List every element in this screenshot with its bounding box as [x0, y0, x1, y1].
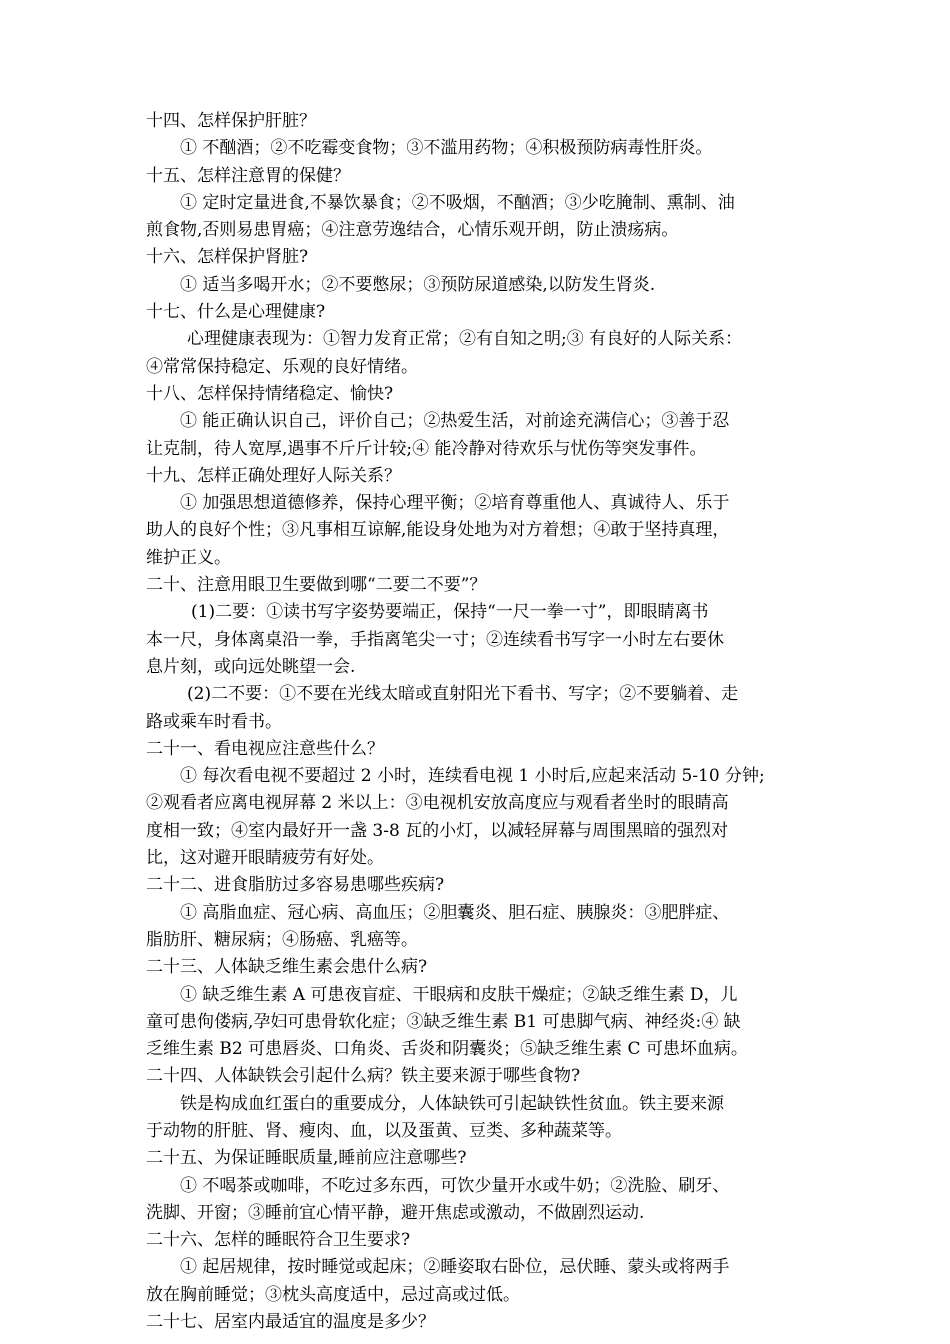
- question-heading: 十七、什么是心理健康?: [146, 302, 326, 323]
- question-heading: 二十四、人体缺铁会引起什么病？铁主要来源于哪些食物?: [146, 1066, 581, 1087]
- answer-line: 洗脚、开窗；③睡前宜心情平静，避开焦虑或激动，不做剧烈运动.: [146, 1202, 645, 1223]
- answer-line: 度相一致；④室内最好开一盏 3-8 瓦的小灯，以减轻屏幕与周围黑暗的强烈对: [146, 820, 729, 841]
- answer-line: ① 高脂血症、冠心病、高血压；②胆囊炎、胆石症、胰腺炎：③肥胖症、: [180, 902, 730, 923]
- question-heading: 二十七、居室内最适宜的温度是多少？: [146, 1312, 435, 1333]
- answer-line: ① 能正确认识自己，评价自己；②热爱生活，对前途充满信心；③善于忍: [180, 411, 730, 432]
- answer-line: ① 缺乏维生素 A 可患夜盲症、干眼病和皮肤干燥症；②缺乏维生素 D，儿: [180, 984, 738, 1005]
- answer-line: ① 不喝茶或咖啡，不吃过多东西，可饮少量开水或牛奶；②洗脸、刷牙、: [180, 1175, 730, 1196]
- answer-line: (1)二要：①读书写字姿势要端正，保持“一尺一拳一寸”，即眼睛离书: [191, 602, 709, 623]
- answer-line: ① 加强思想道德修养，保持心理平衡；②培育尊重他人、真诚待人、乐于: [180, 493, 730, 514]
- question-heading: 二十二、进食脂肪过多容易患哪些疾病?: [146, 875, 445, 896]
- answer-line: ① 每次看电视不要超过 2 小时，连续看电视 1 小时后,应起来活动 5-10 分钟;: [180, 766, 765, 787]
- answer-line: 比，这对避开眼睛疲劳有好处。: [146, 848, 384, 869]
- question-heading: 十九、怎样正确处理好人际关系？: [146, 465, 401, 486]
- question-heading: 二十一、看电视应注意些什么？: [146, 738, 384, 759]
- answer-line: 本一尺，身体离桌沿一拳，手指离笔尖一寸；②连续看书写字一小时左右要休: [146, 629, 724, 650]
- answer-line: 维护正义。: [146, 547, 231, 568]
- answer-line: 心理健康表现为：①智力发育正常；②有自知之明;③ 有良好的人际关系：: [187, 329, 743, 350]
- answer-line: 于动物的肝脏、肾、瘦肉、血，以及蛋黄、豆类、多种蔬菜等。: [146, 1120, 622, 1141]
- answer-line: 乏维生素 B2 可患唇炎、口角炎、舌炎和阴囊炎；⑤缺乏维生素 C 可患坏血病。: [146, 1039, 748, 1060]
- answer-line: ②观看者应离电视屏幕 2 米以上：③电视机安放高度应与观看者坐时的眼睛高: [146, 793, 729, 814]
- answer-line: 铁是构成血红蛋白的重要成分，人体缺铁可引起缺铁性贫血。铁主要来源: [180, 1093, 724, 1114]
- answer-line: ① 定时定量进食,不暴饮暴食；②不吸烟，不酗酒；③少吃腌制、熏制、油: [180, 192, 735, 213]
- question-heading: 二十六、怎样的睡眠符合卫生要求?: [146, 1230, 411, 1251]
- answer-line: ① 起居规律，按时睡觉或起床；②睡姿取右卧位，忌伏睡、蒙头或将两手: [180, 1257, 730, 1278]
- answer-line: 放在胸前睡觉；③枕头高度适中，忌过高或过低。: [146, 1284, 520, 1305]
- answer-line: 童可患佝偻病,孕妇可患骨软化症；③缺乏维生素 B1 可患脚气病、神经炎:④ 缺: [146, 1011, 741, 1032]
- question-heading: 二十五、为保证睡眠质量,睡前应注意哪些?: [146, 1148, 467, 1169]
- question-heading: 十四、怎样保护肝脏？: [146, 111, 316, 131]
- answer-line: 息片刻，或向远处眺望一会.: [146, 656, 356, 677]
- answer-line: 让克制，待人宽厚,遇事不斤斤计较;④ 能冷静对待欢乐与忧伤等突发事件。: [146, 438, 707, 459]
- answer-line: 煎食物,否则易患胃癌；④注意劳逸结合，心情乐观开朗，防止溃疡病。: [146, 220, 679, 241]
- answer-line: ④常常保持稳定、乐观的良好情绪。: [146, 356, 418, 377]
- answer-line: (2)二不要：①不要在光线太暗或直射阳光下看书、写字；②不要躺着、走: [187, 684, 739, 705]
- document-body: [146, 108, 806, 1336]
- answer-line: ① 适当多喝开水；②不要憋尿；③预防尿道感染,以防发生肾炎.: [180, 274, 656, 295]
- question-heading: 二十、注意用眼卫生要做到哪“二要二不要”？: [146, 575, 487, 596]
- answer-line: 路或乘车时看书。: [146, 711, 282, 732]
- question-heading: 十六、怎样保护肾脏?: [146, 247, 309, 268]
- question-heading: 十八、怎样保持情绪稳定、愉快?: [146, 383, 394, 404]
- answer-line: 助人的良好个性；③凡事相互谅解,能设身处地为对方着想；④敢于坚持真理，: [146, 520, 730, 541]
- question-heading: 十五、怎样注意胃的保健？: [146, 165, 350, 186]
- answer-line: 脂肪肝、糖尿病；④肠癌、乳癌等。: [146, 929, 418, 950]
- answer-line: ① 不酗酒；②不吃霉变食物；③不滥用药物；④积极预防病毒性肝炎。: [180, 138, 713, 159]
- question-heading: 二十三、人体缺乏维生素会患什么病?: [146, 957, 428, 978]
